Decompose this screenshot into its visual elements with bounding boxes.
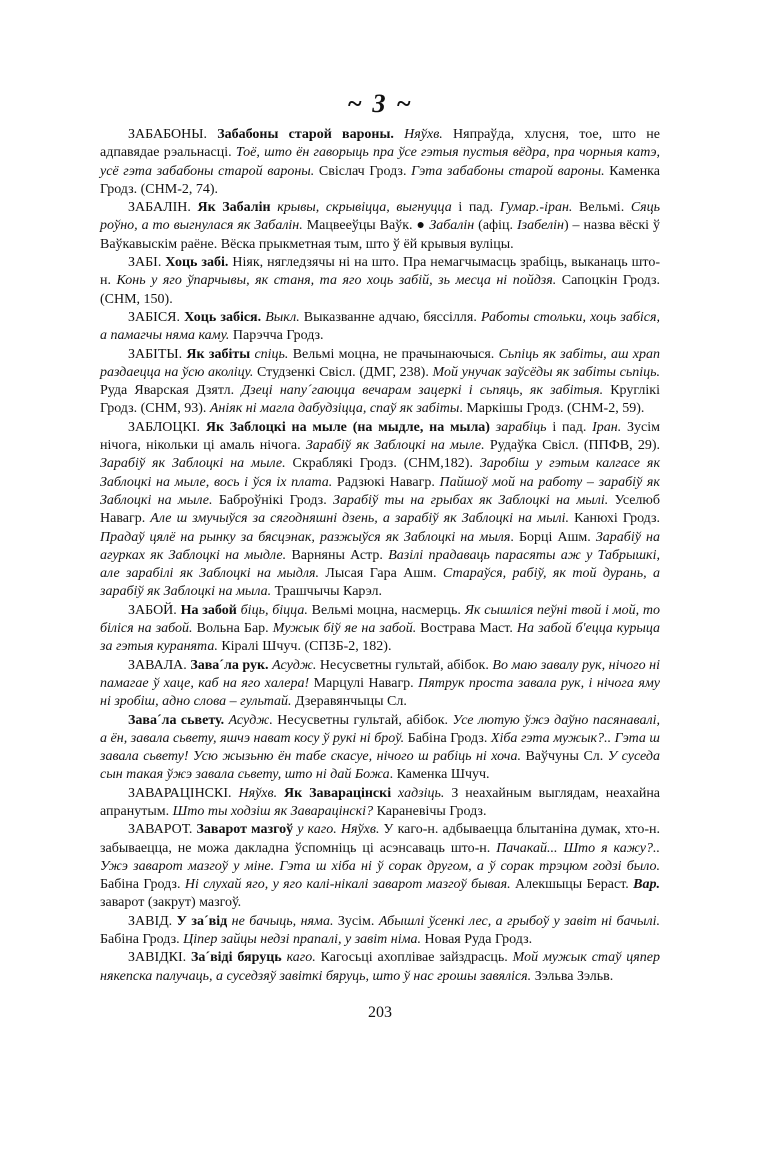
entry-italic-text: Сяць роўно, а то выгнулася як Забалін. (100, 200, 661, 234)
dictionary-entry (100, 602, 660, 657)
entry-italic-text: Пайшоў мой на работу – зарабіў як Заблоцкі на мыле. (100, 474, 660, 508)
dictionary-entry (100, 949, 660, 986)
entry-text: ЗАБІСЯ. (128, 309, 185, 325)
entry-headphrase: Як Заблоцкі на мыле (на мыдле, на мыла) (205, 419, 490, 435)
entry-text: Варняны Астр. (286, 547, 389, 563)
entry-italic-text: Вазілі прадаваць парасяты аж у Табрышкі, але зарабілі як Заблоцкі на мыдля. (100, 547, 660, 582)
entry-headphrase: Як Забалін (197, 200, 271, 216)
entry-headphrase: Хоць забіся. (184, 309, 262, 325)
dictionary-entry (100, 346, 660, 419)
entry-italic-text: зарабіць (495, 419, 547, 435)
entry-text: Вельмі моцна, не прачынаючыся. (288, 346, 499, 362)
entry-text: Караневічы Гродз. (373, 803, 487, 819)
entry-text: ЗАВАРАЦІНСКІ. (128, 785, 239, 801)
entry-text (391, 786, 398, 801)
entry-italic-text: Як сышліся пеўні твой і мой, то біліся на забой. (100, 602, 660, 637)
entry-italic-text: Ізабелін (516, 218, 564, 234)
entry-text: Рудаўка Свісл. (ППФВ, 29). (484, 438, 660, 454)
entry-text: заварот (закрут) мазгоў. (100, 895, 242, 911)
entry-text: Зусім нічога, нікольки ці амаль нічога. (100, 419, 661, 454)
dictionary-entry (100, 126, 660, 199)
entry-text: Марцулі Навагр. (309, 675, 419, 691)
entry-text: Канюхі Гродз. (569, 511, 660, 527)
dictionary-entry (100, 657, 660, 712)
entry-text: Лысая Гара Ашм. (318, 566, 443, 582)
dictionary-entry (100, 309, 660, 346)
entry-text: Бабіна Гродз. (100, 932, 184, 948)
entry-headphrase: За´віді бяруць (191, 950, 282, 966)
entry-italic-text: У суседа сын такая ўжэ завала сьвету, што ні дай Божа (100, 749, 660, 783)
entry-text: Дзеравянчыцы Сл. (291, 694, 407, 710)
entry-text: Бабіна Гродз. (404, 730, 491, 746)
entry-variant-label: Вар. (633, 877, 661, 893)
entry-italic-text: Сьпіць як забіты, аш храп раздаецца на ўсю аколіцу. (100, 346, 661, 380)
entry-text: З неахайным выглядам, неахайна апранутым. (100, 785, 661, 819)
entry-italic-text: Мужык біў яе на забой. (272, 621, 417, 637)
page-number: 203 (368, 1004, 392, 1021)
entry-text: Парэчча Гродз. (229, 328, 324, 344)
entry-text: Ніяк, нягледзячы ні на што. Пра немагчымасць зрабіць, выканаць што-н. (100, 255, 660, 289)
entry-text: Вострава Маст. (416, 621, 517, 637)
entry-italic-text: Мой унучак заўсёды як забіты сьпіць. (432, 364, 661, 380)
entry-text: і пад. (546, 419, 593, 435)
entry-text (394, 127, 404, 142)
entry-text: ЗАВІД. (128, 913, 177, 929)
entry-italic-text: спіць. (254, 346, 289, 362)
entry-italic-text: Мой мужык стаў цяпер някепска палучаць, а суседзяў завіткі бяруць, што ў нас грошы завяліся. (100, 950, 660, 984)
entry-text: ЗАБІ. (128, 255, 166, 271)
entry-italic-text: Работы стольки, хоць забіся, а памагчы няма каму. (100, 309, 661, 344)
entry-italic-text: Зарабіў на агурках як Заблоцкі на мыдле. (100, 529, 660, 563)
entry-text: Зусім. (333, 913, 379, 929)
entry-italic-text: Хіба гэта мужык?.. Гэта ш завала сьвету! Усю жызьню ён табе скасуе, нічого ш рабіць ні хоча. (100, 730, 660, 765)
entry-italic-text: Заробіш у гэтым калгасе як Заблоцкі на мыле, вось і ўся іх плата. (100, 456, 660, 490)
entry-text: Кагосьці ахопліваe зайздрасць. (315, 950, 513, 966)
entry-italic-text: Зарабіў як Заблоцкі на мыле. (100, 456, 286, 472)
entry-headphrase: Заварот мазгоў (196, 822, 294, 838)
dictionary-entry (100, 785, 660, 822)
entry-text: Свіслач Гродз. (314, 163, 412, 179)
entry-text: Зэльва Зэльв. (531, 968, 614, 984)
entry-text: Сапоцкін Гродз. (СНМ, 150). (100, 273, 660, 307)
entry-text: Алекшыцы Бераст. (510, 877, 634, 893)
dictionary-entry (100, 712, 660, 785)
entry-text: ЗАВАЛА. (128, 657, 191, 673)
entry-text: ЗАБАЛІН. (128, 200, 198, 216)
entry-text: Несусветны гультай, абібок. (272, 712, 453, 728)
entry-italic-text: Прадаў цялё на рынку за бясцэнак, разжыўся як Заблоцкі на мыля (100, 529, 511, 545)
entry-italic-text: Пачакай... Што я кажу?.. Ужэ заварот мазгоў у міне. Гэта ш хіба ні ў сорак другом, а ў сорак трэцюм годзі было. (100, 840, 660, 874)
entry-italic-text: Ні слухай яго, у яго калі-нікалі заварот мазгоў бывая. (184, 877, 511, 893)
entry-italic-text: Абышлі ўсенкі лес, а грыбоў у завіт ні бачылі. (378, 913, 660, 929)
entry-text: Ваўчуны Сл. (520, 749, 608, 765)
entry-text: Каменка Гродз. (СНМ-2, 74). (100, 163, 660, 197)
entry-headphrase: Зава´ла рук. (190, 657, 269, 673)
entry-italic-text: хадзіць. (398, 785, 445, 801)
entry-text: Няпраўда, хлусня, тое, што не адпавядае рэальнасці. (100, 127, 661, 161)
dictionary-entry (100, 821, 660, 912)
dictionary-entry (100, 199, 660, 254)
entry-headphrase: Як Заварацінскі (284, 785, 392, 801)
entry-text: У каго-н. адбываецца блытаніна думак, хто-н. забываецца, не можа дакладна ўспомніць ці асэнсаваць што-н. (100, 822, 660, 856)
entry-italic-text: Стараўся, рабіў, як той дурань, а зарабіў як Заблоцкі на мыла. (100, 566, 660, 600)
entry-text: Баброўнікі Гродз. (212, 492, 334, 508)
entry-headphrase: У за´від (176, 913, 228, 929)
entry-text: ЗАБЛОЦКІ. (128, 419, 206, 435)
entry-text: Мацвееўцы Ваўк. ● (302, 218, 430, 234)
entry-italic-text: Асудж. (272, 657, 317, 673)
entry-text: Бабіна Гродз. (100, 877, 185, 893)
entry-italic-text: Зарабіў ты на грыбах як Заблоцкі на мылі. (333, 492, 609, 508)
entry-italic-text: Што ты ходзіш як Заварацінскі? (172, 803, 374, 819)
entry-italic-text: біць, біцца. (240, 602, 308, 618)
entry-italic-text: Усе лютую ўжэ даўно пасянавалі, а ён, завала сьвету, яшчэ нават косу ў рукі ні броў. (100, 712, 660, 746)
entry-italic-text: Няўхв. (340, 822, 380, 838)
dictionary-entry (100, 913, 660, 950)
entry-text: Кіралі Шчуч. (СПЗБ-2, 182). (217, 639, 392, 655)
entry-italic-text: Пятрук проста завала рук, і нічога яму ні зробіш, адно слова – гультай. (100, 675, 660, 710)
entry-italic-text: Дзеці напу´гаюцца вечарам зацеркі і сьпяць, як забітыя. (241, 383, 604, 399)
entry-text: Трашчычы Карэл. (271, 584, 383, 600)
dictionary-page (100, 84, 660, 986)
entry-text: ЗАВІДКІ. (128, 950, 192, 966)
entry-headphrase: Хоць забі. (165, 255, 229, 271)
entry-headphrase: Зава´ла сьвету. (128, 712, 225, 728)
entry-italic-text: Зарабіў як Заблоцкі на мыле. (305, 438, 485, 454)
entry-italic-text: На забой б'еццa курыца за гэтыя куранята. (100, 621, 660, 655)
entry-italic-text: Іран. (592, 419, 622, 435)
entry-text: (афіц. (474, 218, 517, 234)
entry-italic-text: Конь у яго ўпарчывы, як станя, та яго хоць забій, зь месца ні пойдзя. (116, 273, 557, 289)
entry-text: Скраблякі Гродз. (СНМ,182). (285, 456, 480, 472)
entry-italic-text: Няўхв. (238, 785, 278, 801)
entry-text: Новая Руда Гродз. (421, 932, 533, 948)
entry-italic-text: не бачыць, няма. (231, 913, 334, 929)
entry-text: . Каменка Шчуч. (389, 767, 490, 783)
entry-text: ЗАБІТЫ. (128, 346, 187, 362)
entry-headphrase: Забабоны старой вароны. (217, 127, 394, 142)
entry-text: Радзюкі Навагр. (332, 474, 440, 490)
entry-headphrase: На забой (180, 602, 237, 618)
entry-italic-text: Гумар.-іран. (499, 200, 573, 216)
entry-italic-text: у каго. (297, 822, 337, 838)
entry-text: і пад. (451, 200, 500, 216)
entry-text: . Борці Ашм. (510, 529, 596, 545)
entry-text: ЗАБОЙ. (128, 602, 181, 618)
entry-text: Вольна Бар. (192, 621, 273, 637)
entry-italic-text: каго. (286, 950, 316, 966)
entry-text: Студзенкі Свісл. (ДМГ, 238). (253, 364, 433, 380)
entry-italic-text: Ціпер зайцы недзі прапалі, у завіт німа. (183, 932, 422, 948)
entry-italic-text: Асудж. (228, 712, 273, 728)
entry-italic-text: Выкл. (265, 309, 300, 325)
entry-text: Уселюб Навагр. (100, 492, 660, 527)
entry-text (277, 786, 284, 801)
entry-italic-text: Во маю завалу рук, нічого ні памагае ў хаце, каб на яго халера! (100, 657, 661, 691)
entry-text: ) – назва вёскі ў Ваўкавыскім раёне. Вёска прыкметная тым, што ў ёй крывыя вуліцы. (100, 218, 660, 252)
entry-italic-text: Тоё, што ён гаворыць пра ўсе гэтыя пустыя вёдра, пра чорныя катэ, усё гэта забабоны старой вароны. (100, 145, 661, 179)
entry-italic-text: Гэта забабоны старой вароны. (411, 163, 605, 179)
entry-text: ЗАВАРОТ. (128, 822, 197, 838)
dictionary-entries (100, 126, 660, 986)
dictionary-entry (100, 254, 660, 309)
dictionary-entry (100, 419, 660, 602)
entry-text: Руда Яварская Дзятл. (100, 383, 242, 399)
entry-italic-text: Аніяк ні магла дабудзіцца, спаў як забіты (209, 401, 460, 417)
entry-text: Круглікі Гродз. (СНМ, 93). (100, 383, 660, 417)
entry-italic-text: крывы, скрывіцца, выгнуцца (277, 200, 452, 216)
section-letter-heading: ~ З ~ (347, 89, 413, 118)
entry-text: . Маркішы Гродз. (СНМ-2, 59). (459, 401, 645, 417)
entry-italic-text: Забалін (429, 218, 475, 234)
entry-italic-text: Але ш змучыўся за сягодняшні дзень, а зарабіў як Заблоцкі на мылі. (150, 511, 570, 527)
entry-text: Несусветны гультай, абібок. (316, 657, 493, 673)
entry-text: Вельмі моцна, насмерць. (307, 602, 465, 618)
entry-text: Выказванне адчаю, бяссілля. (299, 309, 481, 325)
entry-italic-text: Няўхв. (404, 127, 443, 142)
entry-headphrase: Як забіты (186, 346, 251, 362)
entry-text: ЗАБАБОНЫ. (128, 127, 218, 142)
entry-text: Вельмі. (572, 200, 631, 216)
